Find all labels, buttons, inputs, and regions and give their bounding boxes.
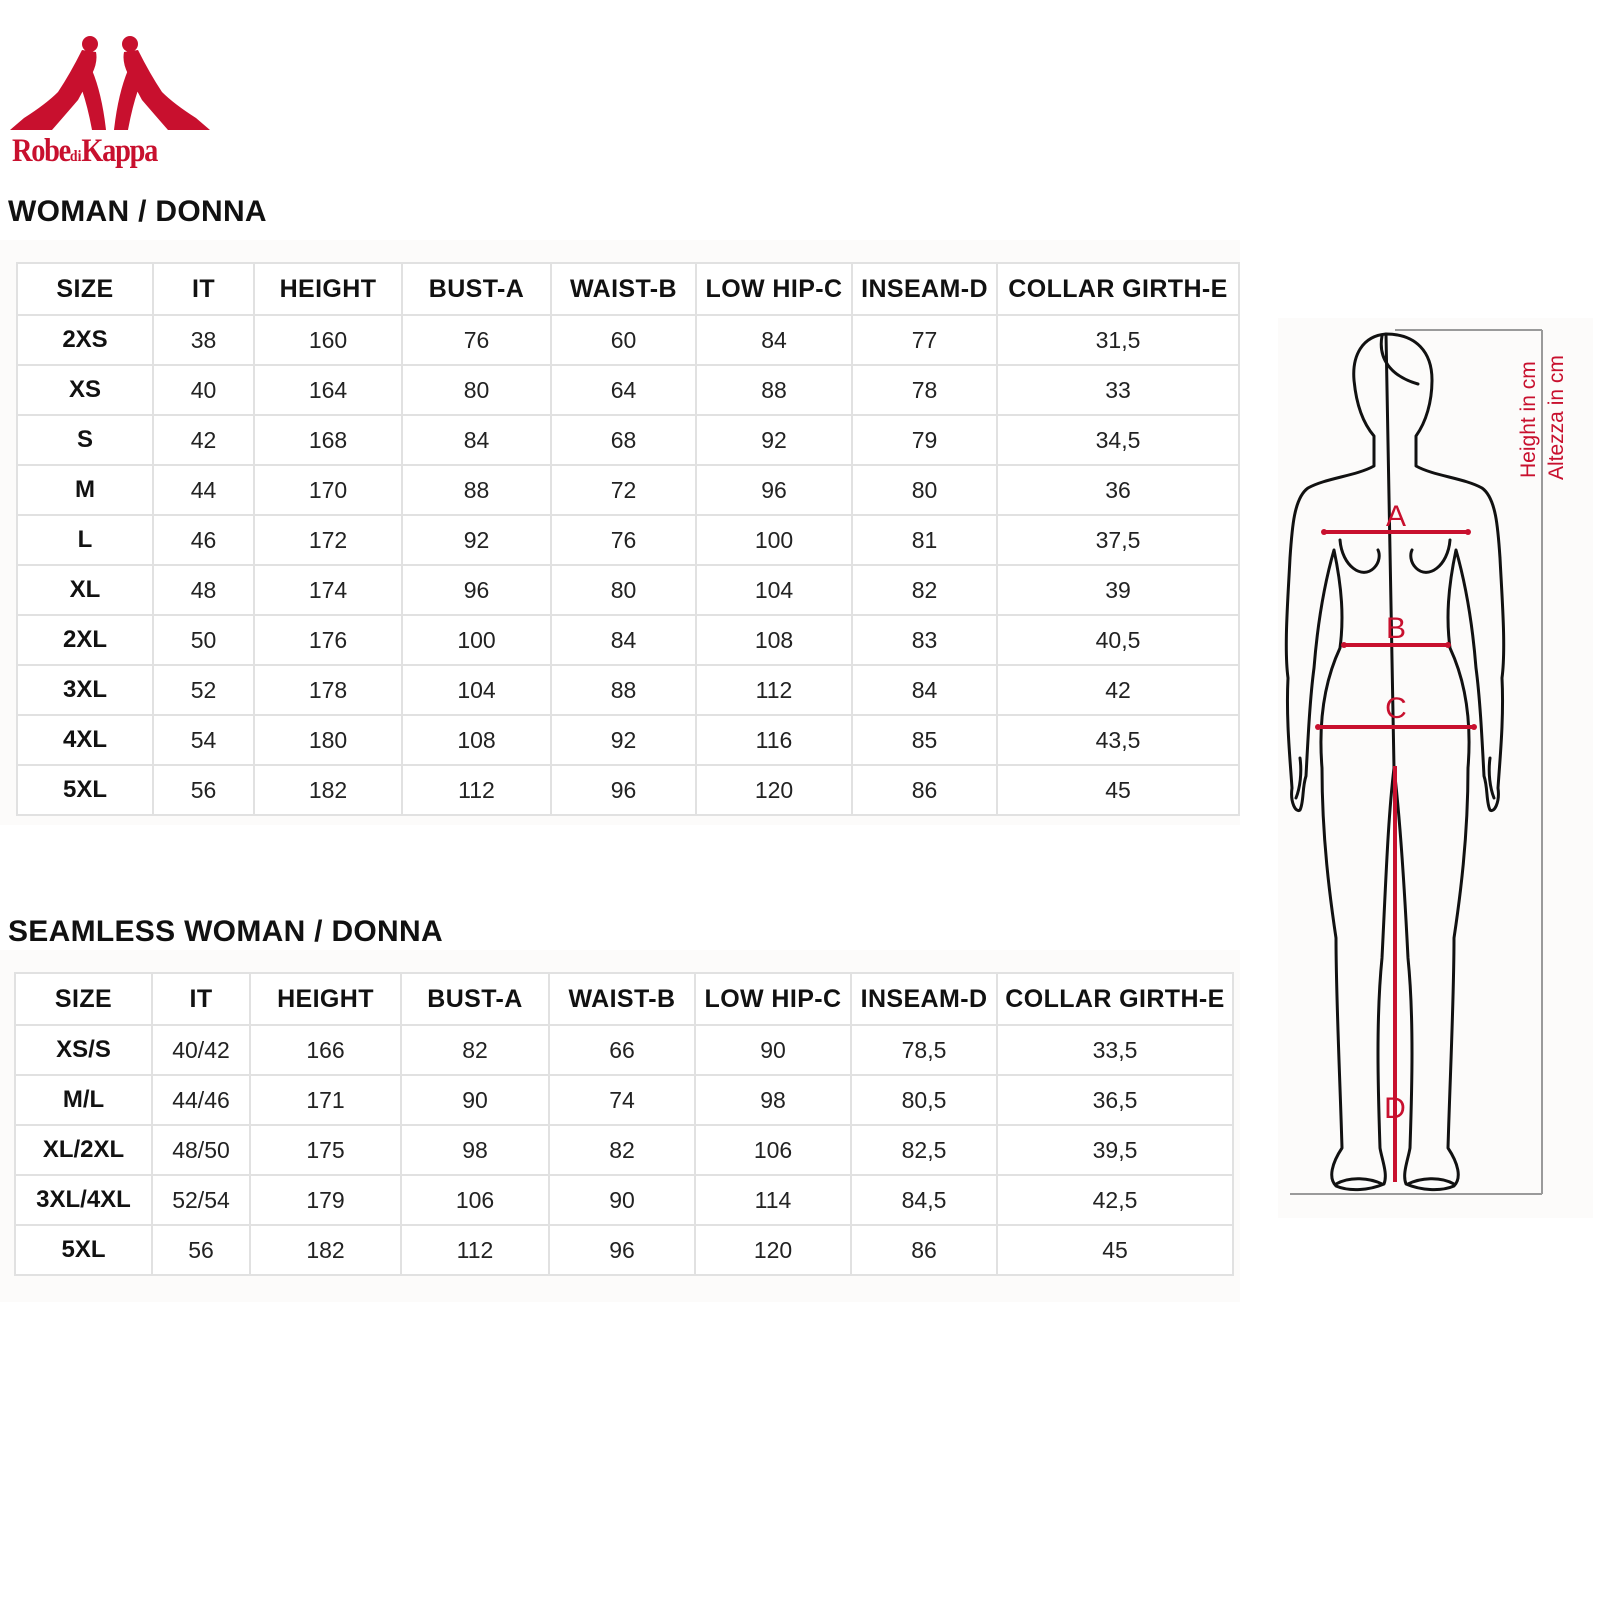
measurement-cell: 176 — [254, 615, 402, 665]
height-label-en: Height in cm — [1517, 361, 1540, 478]
measurement-cell: 92 — [551, 715, 696, 765]
height-label-it: Altezza in cm — [1545, 355, 1568, 480]
size-cell: XS/S — [15, 1025, 152, 1075]
measurement-cell: 98 — [695, 1075, 851, 1125]
measurement-cell: 112 — [402, 765, 551, 815]
brand-wordmark: RobediKappa — [12, 133, 157, 169]
measurement-cell: 84 — [696, 315, 852, 365]
table-row — [17, 565, 1239, 615]
measurement-cell: 104 — [402, 665, 551, 715]
table-row — [17, 415, 1239, 465]
size-cell: XS — [17, 365, 153, 415]
column-header: HEIGHT — [250, 973, 401, 1025]
measurement-cell: 120 — [696, 765, 852, 815]
measurement-cell: 170 — [254, 465, 402, 515]
size-cell: 3XL — [17, 665, 153, 715]
size-cell: 2XL — [17, 615, 153, 665]
measurement-cell: 182 — [250, 1225, 401, 1275]
measurement-cell: 77 — [852, 315, 997, 365]
measurement-cell: 84,5 — [851, 1175, 997, 1225]
measurement-cell: 182 — [254, 765, 402, 815]
measurement-cell: 45 — [997, 765, 1239, 815]
measurement-cell: 108 — [696, 615, 852, 665]
measurement-cell: 96 — [696, 465, 852, 515]
measurement-cell: 86 — [852, 765, 997, 815]
measurement-cell: 116 — [696, 715, 852, 765]
measurement-cell: 96 — [549, 1225, 695, 1275]
marker-c: C — [1385, 692, 1407, 725]
measurement-cell: 88 — [402, 465, 551, 515]
measurement-cell: 106 — [401, 1175, 549, 1225]
measurement-cell: 175 — [250, 1125, 401, 1175]
measurement-cell: 68 — [551, 415, 696, 465]
column-header: BUST-A — [401, 973, 549, 1025]
measurement-cell: 31,5 — [997, 315, 1239, 365]
measurement-cell: 84 — [551, 615, 696, 665]
size-cell: 3XL/4XL — [15, 1175, 152, 1225]
measurement-cell: 82,5 — [851, 1125, 997, 1175]
measurement-cell: 44/46 — [152, 1075, 250, 1125]
measurement-cell: 44 — [153, 465, 254, 515]
measurement-cell: 37,5 — [997, 515, 1239, 565]
table-row — [17, 715, 1239, 765]
measurement-cell: 74 — [549, 1075, 695, 1125]
measurement-cell: 100 — [402, 615, 551, 665]
column-header: LOW HIP-C — [695, 973, 851, 1025]
marker-b: B — [1385, 612, 1407, 645]
measurement-cell: 90 — [401, 1075, 549, 1125]
table-row — [15, 1075, 1233, 1125]
measurement-cell: 174 — [254, 565, 402, 615]
table-header-row — [15, 973, 1233, 1025]
measurement-cell: 40 — [153, 365, 254, 415]
size-cell: L — [17, 515, 153, 565]
measurement-cell: 82 — [401, 1025, 549, 1075]
brand-logo — [6, 34, 210, 170]
column-header: INSEAM-D — [851, 973, 997, 1025]
column-header: IT — [153, 263, 254, 315]
measurement-cell: 92 — [402, 515, 551, 565]
column-header: LOW HIP-C — [696, 263, 852, 315]
measurement-cell: 60 — [551, 315, 696, 365]
column-header: COLLAR GIRTH-E — [997, 263, 1239, 315]
measurement-cell: 106 — [695, 1125, 851, 1175]
measurement-cell: 33,5 — [997, 1025, 1233, 1075]
measurement-cell: 80 — [402, 365, 551, 415]
measurement-cell: 172 — [254, 515, 402, 565]
size-cell: XL — [17, 565, 153, 615]
table-row — [17, 365, 1239, 415]
woman-size-table — [16, 262, 1240, 816]
column-header: BUST-A — [402, 263, 551, 315]
table-row — [15, 1175, 1233, 1225]
table-row — [17, 665, 1239, 715]
measurement-cell: 48/50 — [152, 1125, 250, 1175]
measurement-cell: 79 — [852, 415, 997, 465]
measurement-cell: 45 — [997, 1225, 1233, 1275]
size-cell: S — [17, 415, 153, 465]
measurement-cell: 48 — [153, 565, 254, 615]
measurement-cell: 78 — [852, 365, 997, 415]
measurement-cell: 66 — [549, 1025, 695, 1075]
measurement-cell: 178 — [254, 665, 402, 715]
measurement-cell: 96 — [551, 765, 696, 815]
table-row — [17, 765, 1239, 815]
column-header: HEIGHT — [254, 263, 402, 315]
size-cell: 4XL — [17, 715, 153, 765]
table-row — [17, 615, 1239, 665]
measurement-cell: 80,5 — [851, 1075, 997, 1125]
measurement-cell: 112 — [401, 1225, 549, 1275]
measurement-cell: 90 — [695, 1025, 851, 1075]
measurement-cell: 76 — [551, 515, 696, 565]
table-header-row — [17, 263, 1239, 315]
measurement-cell: 42,5 — [997, 1175, 1233, 1225]
measurement-cell: 42 — [997, 665, 1239, 715]
table-row — [17, 515, 1239, 565]
column-header: SIZE — [15, 973, 152, 1025]
measurement-cell: 96 — [402, 565, 551, 615]
size-cell: XL/2XL — [15, 1125, 152, 1175]
measurement-cell: 64 — [551, 365, 696, 415]
measurement-cell: 104 — [696, 565, 852, 615]
measurement-cell: 179 — [250, 1175, 401, 1225]
measurement-cell: 88 — [551, 665, 696, 715]
measurement-cell: 81 — [852, 515, 997, 565]
measurement-cell: 33 — [997, 365, 1239, 415]
measurement-cell: 46 — [153, 515, 254, 565]
measurement-cell: 56 — [152, 1225, 250, 1275]
measurement-cell: 72 — [551, 465, 696, 515]
measurement-cell: 54 — [153, 715, 254, 765]
measurement-cell: 100 — [696, 515, 852, 565]
table-row — [15, 1225, 1233, 1275]
measurement-cell: 43,5 — [997, 715, 1239, 765]
column-header: WAIST-B — [551, 263, 696, 315]
measurement-cell: 84 — [402, 415, 551, 465]
size-cell: M/L — [15, 1075, 152, 1125]
size-cell: 2XS — [17, 315, 153, 365]
measurement-cell: 171 — [250, 1075, 401, 1125]
measurement-cell: 39,5 — [997, 1125, 1233, 1175]
table-row — [17, 315, 1239, 365]
column-header: COLLAR GIRTH-E — [997, 973, 1233, 1025]
measurement-cell: 82 — [852, 565, 997, 615]
measurement-cell: 112 — [696, 665, 852, 715]
measurement-cell: 114 — [695, 1175, 851, 1225]
measurement-cell: 56 — [153, 765, 254, 815]
measurement-cell: 90 — [549, 1175, 695, 1225]
measurement-cell: 86 — [851, 1225, 997, 1275]
measurement-cell: 42 — [153, 415, 254, 465]
measurement-cell: 180 — [254, 715, 402, 765]
measurement-cell: 83 — [852, 615, 997, 665]
table-row — [15, 1025, 1233, 1075]
measurement-cell: 36,5 — [997, 1075, 1233, 1125]
measurement-cell: 36 — [997, 465, 1239, 515]
column-header: INSEAM-D — [852, 263, 997, 315]
measurement-cell: 82 — [549, 1125, 695, 1175]
measurement-cell: 80 — [551, 565, 696, 615]
measurement-cell: 168 — [254, 415, 402, 465]
measurement-cell: 108 — [402, 715, 551, 765]
measurement-cell: 50 — [153, 615, 254, 665]
size-cell: 5XL — [15, 1225, 152, 1275]
size-cell: 5XL — [17, 765, 153, 815]
column-header: IT — [152, 973, 250, 1025]
measurement-cell: 40/42 — [152, 1025, 250, 1075]
measurement-cell: 98 — [401, 1125, 549, 1175]
measurement-cell: 160 — [254, 315, 402, 365]
table-row — [15, 1125, 1233, 1175]
measurement-cell: 39 — [997, 565, 1239, 615]
woman-section-title: WOMAN / DONNA — [8, 195, 267, 228]
measurement-cell: 52/54 — [152, 1175, 250, 1225]
measurement-cell: 84 — [852, 665, 997, 715]
measurement-cell: 34,5 — [997, 415, 1239, 465]
marker-a: A — [1385, 500, 1407, 533]
column-header: SIZE — [17, 263, 153, 315]
measurement-cell: 92 — [696, 415, 852, 465]
measurement-cell: 120 — [695, 1225, 851, 1275]
measurement-cell: 38 — [153, 315, 254, 365]
table-row — [17, 465, 1239, 515]
measurement-cell: 80 — [852, 465, 997, 515]
measurement-cell: 40,5 — [997, 615, 1239, 665]
measurement-cell: 78,5 — [851, 1025, 997, 1075]
measurement-cell: 76 — [402, 315, 551, 365]
measurement-cell: 52 — [153, 665, 254, 715]
kappa-figures-icon — [6, 34, 210, 134]
measurement-cell: 166 — [250, 1025, 401, 1075]
size-cell: M — [17, 465, 153, 515]
measurement-cell: 164 — [254, 365, 402, 415]
marker-d: D — [1384, 1092, 1406, 1125]
measurement-cell: 88 — [696, 365, 852, 415]
seamless-section-title: SEAMLESS WOMAN / DONNA — [8, 915, 443, 948]
column-header: WAIST-B — [549, 973, 695, 1025]
seamless-size-table — [14, 972, 1234, 1276]
measurement-cell: 85 — [852, 715, 997, 765]
